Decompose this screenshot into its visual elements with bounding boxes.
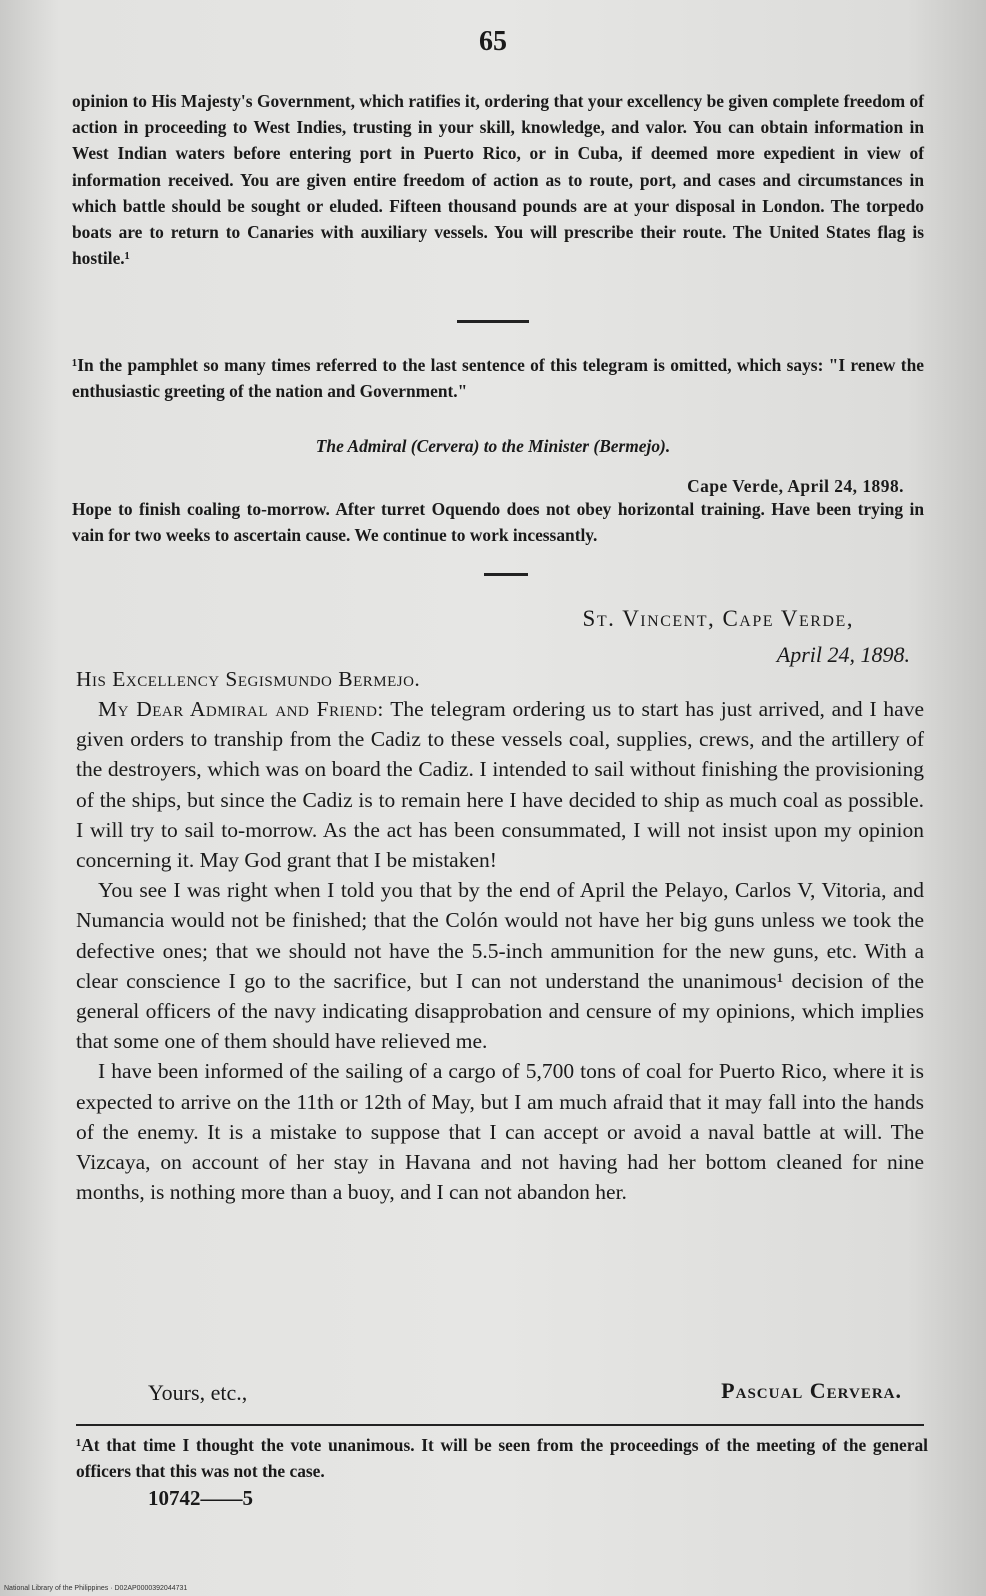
scan-credit: National Library of the Philippines · D02AP0000392044731 <box>4 1585 188 1592</box>
paragraph-text: The telegram ordering us to start has just arrived, and I have given orders to tranship from the Cadiz to these vessels coal, supplies, crews, and the artillery of the destroyers, which was on board the Cadiz. I intended to sail without finishing the provisioning of the ships, but since the Cadiz is to remain here I have decided to ship as much coal as possible. I will try to sail to-morrow. As the act has been consummated, I will not insist upon my opinion concerning it. May God grant that I be mistaken! <box>76 697 924 873</box>
section-divider <box>484 573 528 576</box>
letter-paragraph: I have been informed of the sailing of a cargo of 5,700 tons of coal for Puerto Rico, where it is expected to arrive on the 11th or 12th of May, but I am much afraid that it may fall into the hands of the enemy. It is a mistake to suppose that I can accept or avoid a naval battle at will. The Vizcaya, on account of her stay in Havana and not having had her bottom cleaned for nine months, is nothing more than a buoy, and I can not abandon her. <box>76 1059 924 1205</box>
telegram-text: Hope to finish coaling to-morrow. After turret Oquendo does not obey horizontal training. Have been trying in vain for two weeks to ascertain cause. We continue to work incessantly. <box>72 499 924 546</box>
letter-body <box>76 694 924 1207</box>
footnote-rule <box>76 1424 924 1426</box>
section-divider <box>457 320 529 323</box>
letter-date: April 24, 1898. <box>776 642 910 667</box>
letter-closing: Yours, etc., <box>148 1380 248 1405</box>
print-signature-code: 10742——5 <box>148 1486 253 1510</box>
footnote-vote: ¹At that time I thought the vote unanimous. It will be seen from the proceedings of the meeting of the general officers that this was not the case. <box>76 1435 928 1482</box>
letter-addressee <box>76 664 924 694</box>
letter-place: St. Vincent, Cape Verde, <box>582 606 854 631</box>
letter-paragraph: You see I was right when I told you that by the end of April the Pelayo, Carlos V, Vitoria, and Numancia would not be finished; that the Colón would not have her big guns unless we took the defective ones; that we should not have the 5.5-inch ammunition for the new guns, etc. With a clear conscience I go to the sacrifice, but I can not understand the unanimous¹ decision of the general officers of the navy indicating disapprobation and censure of my opinions, which implies that some one of them should have relieved me. <box>76 878 924 1054</box>
telegram-continued-text: opinion to His Majesty's Government, which ratifies it, ordering that your excellency be given complete freedom of action in proceeding to West Indies, trusting in your skill, knowledge, and valor. You can obtain information in West Indian waters before entering port in Puerto Rico, or in Cuba, if deemed more expedient in view of information received. You are given entire freedom of action as to route, port, and cases and circumstances in which battle should be sought or eluded. Fifteen thousand pounds are at your disposal in London. The torpedo boats are to return to Canaries with auxiliary vessels. You will prescribe their route. The United States flag is hostile.¹ <box>72 91 924 269</box>
footnote-telegram: ¹In the pamphlet so many times referred to the last sentence of this telegram is omitted, which says: "I renew the enthusiastic greeting of the nation and Government." <box>72 355 924 402</box>
letter-signature: Pascual Cervera. <box>721 1378 902 1403</box>
telegram-heading: The Admiral (Cervera) to the Minister (Bermejo). <box>315 436 671 456</box>
telegram-dateline: Cape Verde, April 24, 1898. <box>687 476 904 496</box>
salutation: My Dear Admiral and Friend: <box>98 697 384 721</box>
letter-paragraph <box>76 694 924 875</box>
addressee-line: His Excellency Segismundo Bermejo. <box>76 667 421 691</box>
page-number: 65 <box>479 26 507 57</box>
